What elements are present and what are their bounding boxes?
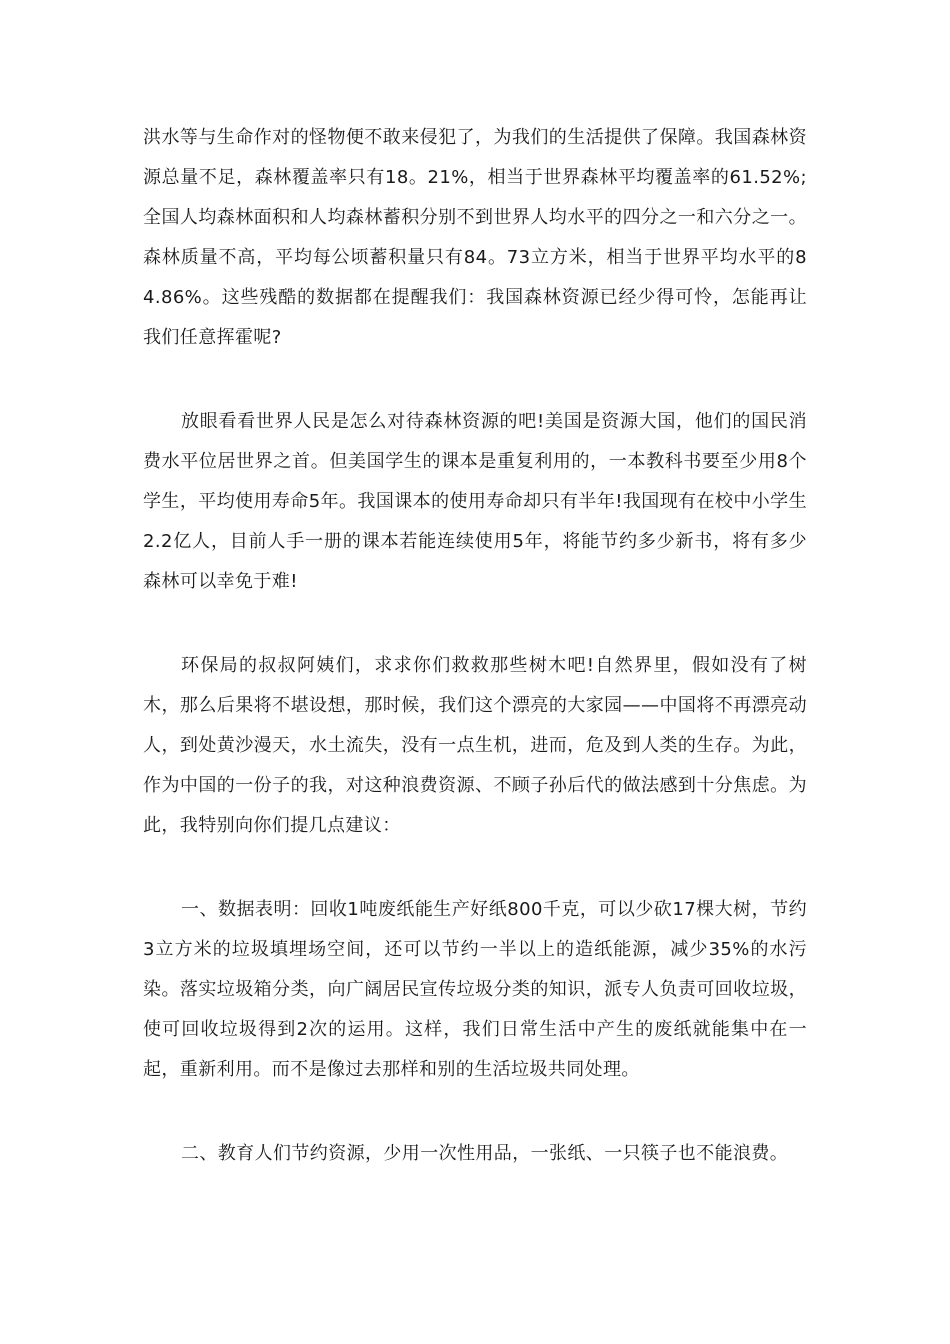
paragraph-forest-resources: 洪水等与生命作对的怪物便不敢来侵犯了，为我们的生活提供了保障。我国森林资源总量不足，森林覆盖率只有18。21%，相当于世界森林平均覆盖率的61.52%;全国人均森林面积和人均森林蓄积分别不到世界人均水平的四分之一和六分之一。森林质量不高，平均每公顷蓄积量只有84。73立方米，相当于世界平均水平的84.86%。这些残酷的数据都在提醒我们：我国森林资源已经少得可怜，怎能再让我们任意挥霍呢? [143, 127, 807, 348]
document-body [143, 118, 807, 1174]
paragraph-world-comparison: 放眼看看世界人民是怎么对待森林资源的吧!美国是资源大国，他们的国民消费水平位居世界之首。但美国学生的课本是重复利用的，一本教科书要至少用8个学生，平均使用寿命5年。我国课本的使用寿命却只有半年!我国现有在校中小学生2.2亿人，目前人手一册的课本若能连续使用5年，将能节约多少新书，将有多少森林可以幸免于难! [143, 411, 807, 592]
paragraph-suggestion-two: 二、教育人们节约资源，少用一次性用品，一张纸、一只筷子也不能浪费。 [181, 1143, 789, 1164]
paragraph-suggestion-one: 一、数据表明：回收1吨废纸能生产好纸800千克，可以少砍17棵大树，节约3立方米的垃圾填埋场空间，还可以节约一半以上的造纸能源，减少35%的水污染。落实垃圾箱分类，向广阔居民宣传垃圾分类的知识，派专人负责可回收垃圾，使可回收垃圾得到2次的运用。这样，我们日常生活中产生的废纸就能集中在一起，重新利用。而不是像过去那样和别的生活垃圾共同处理。 [143, 899, 807, 1080]
paragraph-appeal: 环保局的叔叔阿姨们，求求你们救救那些树木吧!自然界里，假如没有了树木，那么后果将不堪设想，那时候，我们这个漂亮的大家园——中国将不再漂亮动人，到处黄沙漫天，水土流失，没有一点生机，进而，危及到人类的生存。为此，作为中国的一份子的我，对这种浪费资源、不顾子孙后代的做法感到十分焦虑。为此，我特别向你们提几点建议： [143, 655, 807, 836]
